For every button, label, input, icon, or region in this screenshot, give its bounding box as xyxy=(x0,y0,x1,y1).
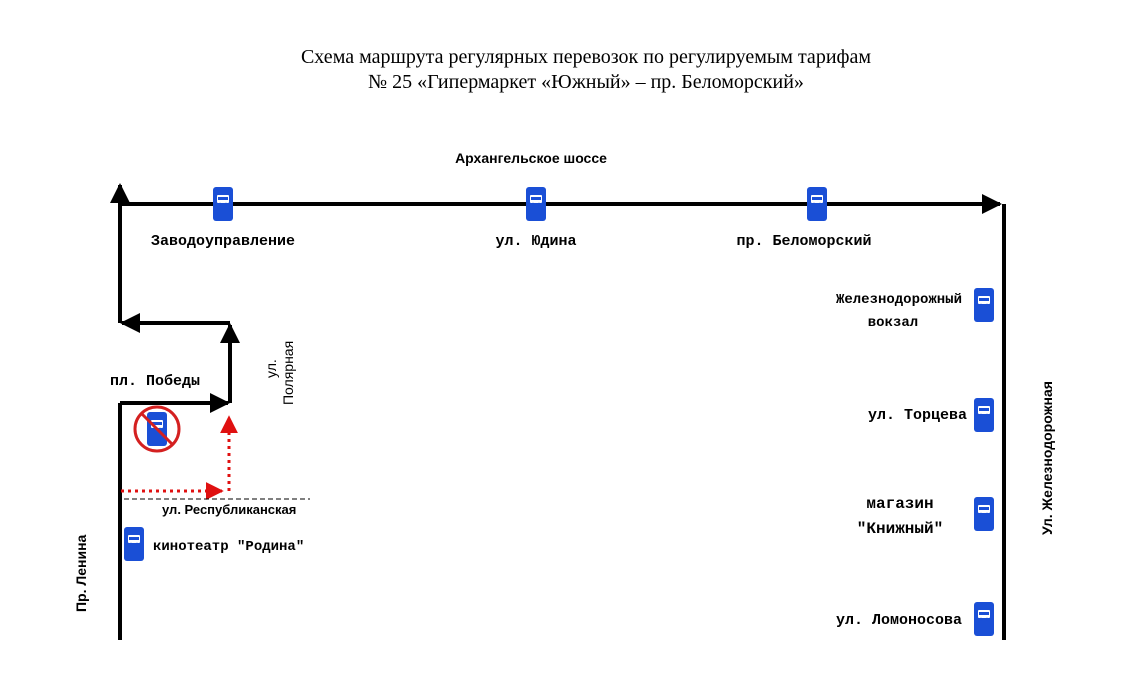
stop-lomonosova: ул. Ломоносова xyxy=(835,612,962,629)
stop-vokzal-2: вокзал xyxy=(867,315,919,331)
street-zheleznodorozhnaya: Ул. Железнодорожная xyxy=(1039,381,1055,535)
stop-zavodoupravlenie: Заводоуправление xyxy=(150,233,296,250)
stop-yudina: ул. Юдина xyxy=(495,233,577,250)
stop-belomorsky: пр. Беломорский xyxy=(736,233,872,250)
stop-rodina: кинотеатр "Родина" xyxy=(153,539,305,555)
street-lenina: Пр. Ленина xyxy=(73,534,89,612)
street-polyarnaya-1: ул. xyxy=(263,359,279,378)
title-line-2: № 25 «Гипермаркет «Южный» – пр. Беломорский» xyxy=(368,71,804,93)
bus-stop-icon xyxy=(974,288,994,322)
detour-route xyxy=(121,417,229,491)
street-polyarnaya-2: Полярная xyxy=(280,340,296,405)
street-respublikanskaya: ул. Республиканская xyxy=(162,502,297,517)
bus-stop-icon xyxy=(974,602,994,636)
stop-torceva: ул. Торцева xyxy=(867,407,967,424)
street-arkhangelskoe: Архангельское шоссе xyxy=(455,150,607,166)
bus-stop-icon xyxy=(526,187,546,221)
bus-stop-icon xyxy=(213,187,233,221)
stop-knizhny-2: "Книжный" xyxy=(856,520,944,538)
stop-pobedy: пл. Победы xyxy=(110,373,201,390)
bus-stop-icon xyxy=(124,527,144,561)
bus-stop-icon xyxy=(807,187,827,221)
bus-stop-icon xyxy=(974,497,994,531)
title-line-1: Схема маршрута регулярных перевозок по регулируемым тарифам xyxy=(300,46,872,68)
no-bus-stop-icon xyxy=(135,407,179,451)
stop-knizhny-1: магазин xyxy=(866,495,934,513)
bus-stop-icon xyxy=(974,398,994,432)
stop-vokzal-1: Железнодорожный xyxy=(835,292,962,308)
